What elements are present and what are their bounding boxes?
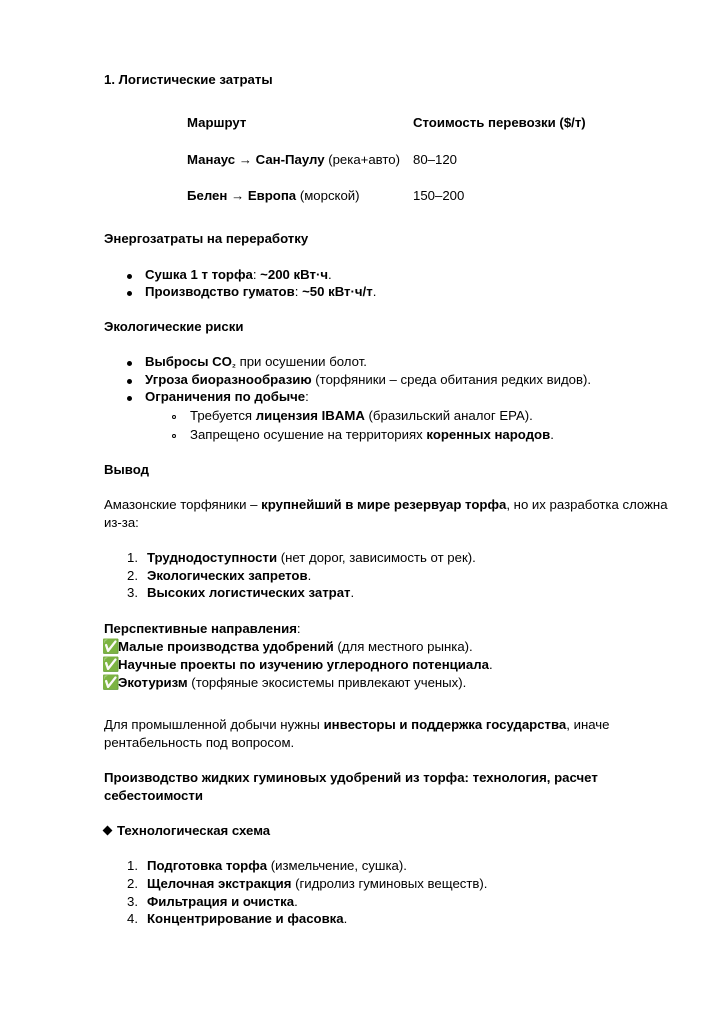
list-item [145,267,332,283]
item-text: при осушении болот. [235,354,367,369]
list-item [145,389,309,405]
paragraph-text: из-за: [104,515,139,530]
paragraph-text: , иначе [566,717,610,732]
sub-list-item [190,427,554,443]
item-text: (торфяники – среда обитания редких видов). [311,372,592,387]
route-name: Белен → Европа [187,188,297,203]
item-number: 2. [127,876,138,891]
table-header-cost [413,115,586,131]
item-bold: Щелочная экстракция [147,876,292,891]
item-number: 1. [127,858,138,873]
table-row-cost [413,188,464,204]
check-item [102,675,466,691]
item-text: . [343,911,348,926]
section-title-logistics [104,72,273,88]
section-title-prospects [104,621,301,637]
item-text: (для местного рынка). [333,639,473,654]
section-title-text: Перспективные направления [104,621,297,636]
paragraph-text: рентабельность под вопросом. [104,735,295,750]
item-text: : [252,267,261,282]
header-cost-text: Стоимость перевозки ($/т) [413,115,586,130]
bullet-icon [127,361,132,366]
heading-text: себестоимости [104,788,203,803]
item-bold: ~200 кВт·ч [260,267,328,282]
header-route-text: Маршрут [187,115,247,130]
item-text: . [550,427,554,442]
numbered-item [127,894,298,910]
check-icon: ✅ [102,657,120,673]
route-cost: 150–200 [413,188,465,203]
section-title-text: Экологические риски [104,319,244,334]
item-text: . [350,585,355,600]
paragraph-bold: крупнейший в мире резервуар торфа [261,497,507,512]
item-bold: Концентрирование и фасовка [147,911,344,926]
heading-production [104,770,598,786]
sub-list-item [190,408,533,424]
item-bold: Малые производства удобрений [118,639,334,654]
item-number: 4. [127,911,138,926]
item-number: 3. [127,585,138,600]
diamond-icon [103,826,113,836]
numbered-item [127,858,407,874]
route-cost: 80–120 [413,152,458,167]
table-row-route [187,152,400,168]
section-title-energy [104,231,308,247]
table-row-cost [413,152,457,168]
paragraph-text: Амазонские торфяники – [104,497,262,512]
paragraph [104,497,668,513]
item-text: (торфяные экосистемы привлекают ученых). [187,675,467,690]
item-bold: Выбросы CO [145,354,232,369]
paragraph-bold: инвесторы и поддержка государства [323,717,567,732]
numbered-item [127,585,354,601]
section-title-text: 1. Логистические затраты [104,72,273,87]
paragraph-text: , но их разработка сложна [506,497,668,512]
paragraph-line [104,735,294,751]
item-number: 3. [127,894,138,909]
bullet-icon [127,396,132,401]
numbered-item [127,568,311,584]
item-bold: Научные проекты по изучению углеродного потенциала [118,657,489,672]
item-bold: ~50 кВт·ч/т [302,284,373,299]
item-bold: Экотуризм [118,675,188,690]
item-text: (измельчение, сушка). [267,858,407,873]
check-icon: ✅ [102,675,120,691]
section-title-text: Энергозатраты на переработку [104,231,309,246]
item-bold: Угроза биоразнообразию [145,372,312,387]
item-bold: лицензия IBAMA [255,408,365,423]
check-icon: ✅ [102,639,120,655]
bullet-icon [127,379,132,384]
sub-bullet-icon [172,434,176,438]
section-title-text: Технологическая схема [117,823,271,838]
section-title-tech [102,823,270,839]
item-bold: Труднодоступности [147,550,278,565]
heading-production-line2 [104,788,203,804]
section-title-eco [104,319,243,335]
item-text: : [294,284,303,299]
item-bold: Ограничения по добыче [145,389,306,404]
check-item [102,639,473,655]
list-item [145,372,591,388]
list-item [145,284,376,300]
check-item [102,657,493,673]
item-text: Требуется [190,408,256,423]
item-text: Запрещено осушение на территориях [190,427,427,442]
paragraph [104,717,610,733]
item-text: (бразильский аналог EPA). [364,408,533,423]
numbered-item [127,876,487,892]
item-bold: Фильтрация и очистка [147,894,295,909]
paragraph-line [104,515,139,531]
table-header-route [187,115,246,131]
item-bold: Сушка 1 т торфа [145,267,253,282]
sub-bullet-icon [172,415,176,419]
route-mode: (морской) [296,188,360,203]
item-number: 1. [127,550,138,565]
item-text: . [307,568,312,583]
item-bold: Производство гуматов [145,284,295,299]
route-mode: (река+авто) [324,152,401,167]
item-text: . [488,657,493,672]
item-bold: коренных народов [426,427,551,442]
numbered-item [127,550,476,566]
item-subscript: ₂ [231,359,236,369]
item-bold: Экологических запретов [147,568,308,583]
item-text: . [328,267,332,282]
title-colon: : [296,621,301,636]
route-name: Манаус → Сан-Паулу [187,152,325,167]
item-bold: Подготовка торфа [147,858,268,873]
heading-text: Производство жидких гуминовых удобрений из торфа: технология, расчет [104,770,598,785]
item-text: (нет дорог, зависимость от рек). [277,550,476,565]
list-item [145,354,367,372]
item-text: . [372,284,377,299]
numbered-item [127,911,347,927]
table-row-route [187,188,360,204]
item-text: . [294,894,298,909]
item-number: 2. [127,568,138,583]
item-text: : [305,389,309,404]
bullet-icon [127,274,132,279]
item-text: (гидролиз гуминовых веществ). [291,876,488,891]
section-title-text: Вывод [104,462,149,477]
item-bold: Высоких логистических затрат [147,585,351,600]
bullet-icon [127,291,132,296]
paragraph-text: Для промышленной добычи нужны [104,717,324,732]
section-title-conclusion [104,462,149,478]
